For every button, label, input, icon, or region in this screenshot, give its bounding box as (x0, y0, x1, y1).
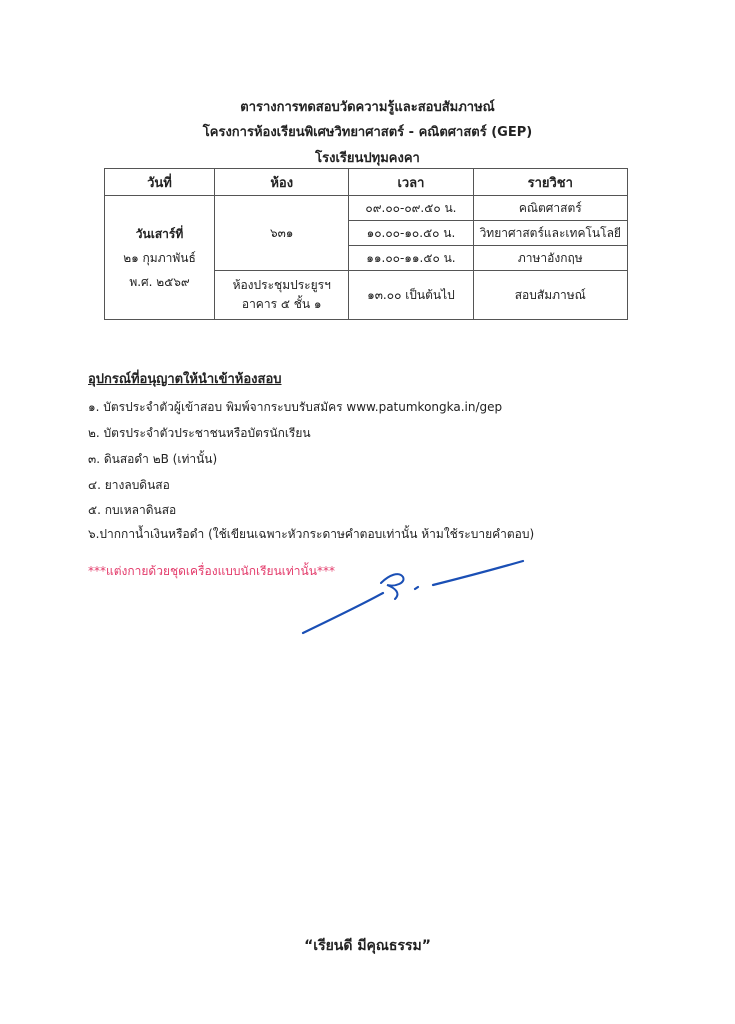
subject-cell: ภาษาอังกฤษ (473, 246, 627, 271)
time-cell: ๐๙.๐๐-๐๙.๕๐ น. (349, 196, 473, 221)
subject-cell: วิทยาศาสตร์และเทคโนโลยี (473, 221, 627, 246)
list-item: ๓. ดินสอดำ ๒B (เท่านั้น) (88, 452, 218, 466)
room-building: อาคาร ๕ ชั้น ๑ (241, 297, 322, 311)
equipment-title: อุปกรณ์ที่อนุญาตให้นำเข้าห้องสอบ (88, 372, 282, 387)
subject-cell: สอบสัมภาษณ์ (473, 271, 627, 320)
date-cell (105, 196, 215, 320)
signature-image (295, 555, 535, 640)
room-cell: ๖๓๑ (215, 196, 349, 271)
room-cell (215, 271, 349, 320)
list-item: ๖.ปากกาน้ำเงินหรือดำ (ใช้เขียนเฉพาะหัวกระดาษคำตอบเท่านั้น ห้ามใช้ระบายคำตอบ) (88, 527, 535, 541)
list-item: ๕. กบเหลาดินสอ (88, 503, 177, 517)
school-name: โรงเรียนปทุมคงคา (315, 151, 420, 166)
header-time: เวลา (349, 169, 473, 196)
exam-schedule-table (104, 168, 628, 320)
subject-cell: คณิตศาสตร์ (473, 196, 627, 221)
school-motto: “เรียนดี มีคุณธรรม” (304, 938, 431, 954)
project-name: โครงการห้องเรียนพิเศษวิทยาศาสตร์ - คณิตศาสตร์ (GEP) (202, 125, 533, 140)
date-year: พ.ศ. ๒๕๖๙ (129, 274, 190, 289)
time-cell: ๑๓.๐๐ เป็นต้นไป (349, 271, 473, 320)
list-item: ๑. บัตรประจำตัวผู้เข้าสอบ พิมพ์จากระบบรับสมัคร www.patumkongka.in/gep (88, 400, 503, 414)
date-day-month: ๒๑ กุมภาพันธ์ (123, 250, 196, 265)
list-item: ๒. บัตรประจำตัวประชาชนหรือบัตรนักเรียน (88, 426, 311, 440)
dress-code-note: ***แต่งกายด้วยชุดเครื่องแบบนักเรียนเท่านั้น*** (88, 564, 335, 578)
header-subject: รายวิชา (473, 169, 627, 196)
date-day: วันเสาร์ที่ (135, 226, 184, 241)
header-date: วันที่ (105, 169, 215, 196)
header-room: ห้อง (215, 169, 349, 196)
document-title: ตารางการทดสอบวัดความรู้และสอบสัมภาษณ์ (240, 100, 495, 115)
list-item: ๔. ยางลบดินสอ (88, 478, 170, 492)
time-cell: ๑๑.๐๐-๑๑.๕๐ น. (349, 246, 473, 271)
time-cell: ๑๐.๐๐-๑๐.๕๐ น. (349, 221, 473, 246)
table-row (105, 196, 628, 221)
room-name: ห้องประชุมประยูรฯ (232, 278, 331, 292)
table-header-row (105, 169, 628, 196)
